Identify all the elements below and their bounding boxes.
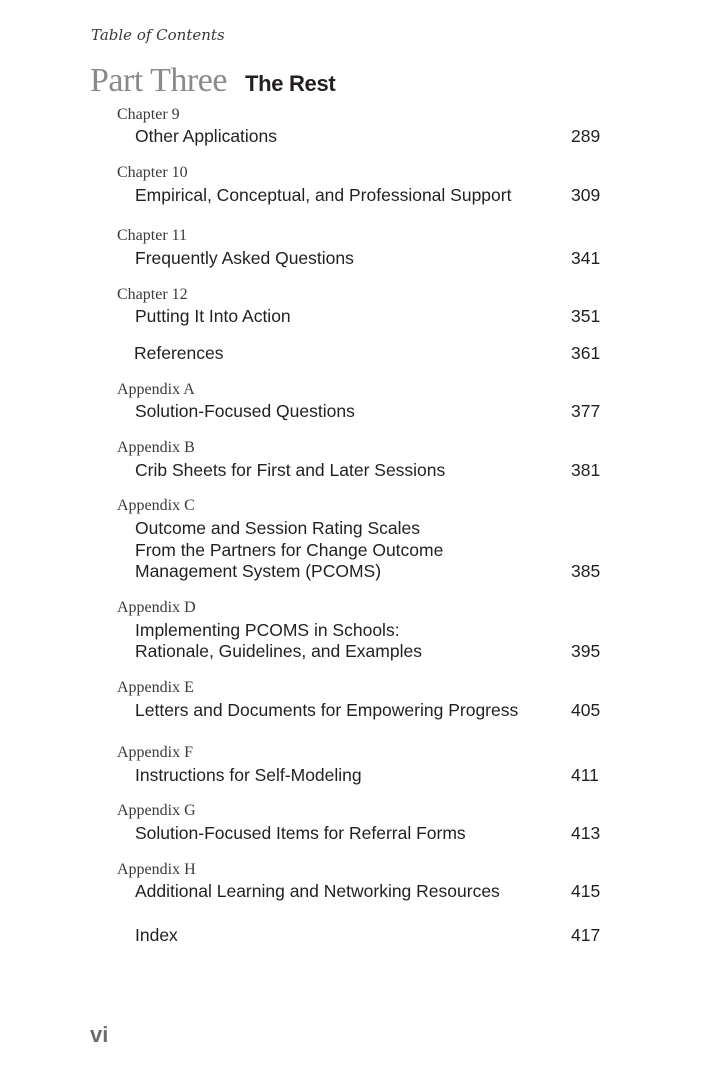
entry-title[interactable]: Other Applications bbox=[135, 126, 278, 146]
entry-title-line-2[interactable]: Rationale, Guidelines, and Examples bbox=[135, 641, 422, 661]
part-title: The Rest bbox=[244, 71, 336, 96]
entry-title[interactable]: Solution-Focused Items for Referral Forms bbox=[135, 823, 466, 843]
entry-title[interactable]: Solution-Focused Questions bbox=[135, 401, 355, 421]
entry-page-number: 381 bbox=[571, 460, 601, 480]
entry-page-number: 411 bbox=[571, 765, 599, 785]
entry-label: Appendix C bbox=[117, 497, 195, 514]
entry-title[interactable]: Frequently Asked Questions bbox=[135, 248, 354, 268]
entry-title[interactable]: References bbox=[134, 343, 224, 363]
entry-page-number: 361 bbox=[571, 343, 601, 363]
entry-page-number: 351 bbox=[571, 306, 601, 326]
entry-title[interactable]: Instructions for Self-Modeling bbox=[135, 765, 362, 785]
entry-label: Appendix F bbox=[117, 744, 193, 761]
entry-label: Chapter 11 bbox=[117, 227, 188, 244]
entry-title-line-1[interactable]: Outcome and Session Rating Scales bbox=[135, 518, 421, 538]
entry-page-number: 289 bbox=[571, 126, 601, 146]
entry-label: Appendix B bbox=[117, 439, 195, 456]
entry-title[interactable]: Letters and Documents for Empowering Progress bbox=[135, 700, 519, 720]
entry-page-number: 415 bbox=[571, 881, 601, 901]
running-head: Table of Contents bbox=[91, 26, 225, 44]
entry-label: Appendix D bbox=[117, 599, 196, 616]
part-heading bbox=[90, 62, 335, 100]
entry-title[interactable]: Empirical, Conceptual, and Professional Support bbox=[135, 185, 512, 205]
entry-label: Appendix E bbox=[117, 679, 194, 696]
entry-title-line-1[interactable]: Implementing PCOMS in Schools: bbox=[135, 620, 400, 640]
entry-page-number: 395 bbox=[571, 641, 601, 661]
entry-page-number: 413 bbox=[571, 823, 601, 843]
entry-title-line-2[interactable]: From the Partners for Change Outcome bbox=[135, 540, 444, 560]
page-folio: vi bbox=[90, 1022, 109, 1047]
entry-title[interactable]: Crib Sheets for First and Later Sessions bbox=[135, 460, 446, 480]
entry-page-number: 377 bbox=[571, 401, 601, 421]
entry-label: Chapter 9 bbox=[117, 106, 180, 123]
entry-page-number: 385 bbox=[571, 561, 601, 581]
entry-title-line-3[interactable]: Management System (PCOMS) bbox=[135, 561, 382, 581]
entry-label: Chapter 10 bbox=[117, 164, 188, 181]
part-label: Part Three bbox=[90, 62, 227, 99]
entry-label: Chapter 12 bbox=[117, 286, 188, 303]
entry-page-number: 309 bbox=[571, 185, 601, 205]
entry-label: Appendix G bbox=[117, 802, 196, 819]
entry-label: Appendix A bbox=[117, 381, 195, 398]
entry-title[interactable]: Additional Learning and Networking Resources bbox=[135, 881, 500, 901]
entry-label: Appendix H bbox=[117, 861, 196, 878]
entry-page-number: 417 bbox=[571, 925, 601, 945]
entry-page-number: 405 bbox=[571, 700, 601, 720]
entry-title[interactable]: Putting It Into Action bbox=[135, 306, 291, 326]
entry-page-number: 341 bbox=[571, 248, 601, 268]
entry-title[interactable]: Index bbox=[135, 925, 178, 945]
